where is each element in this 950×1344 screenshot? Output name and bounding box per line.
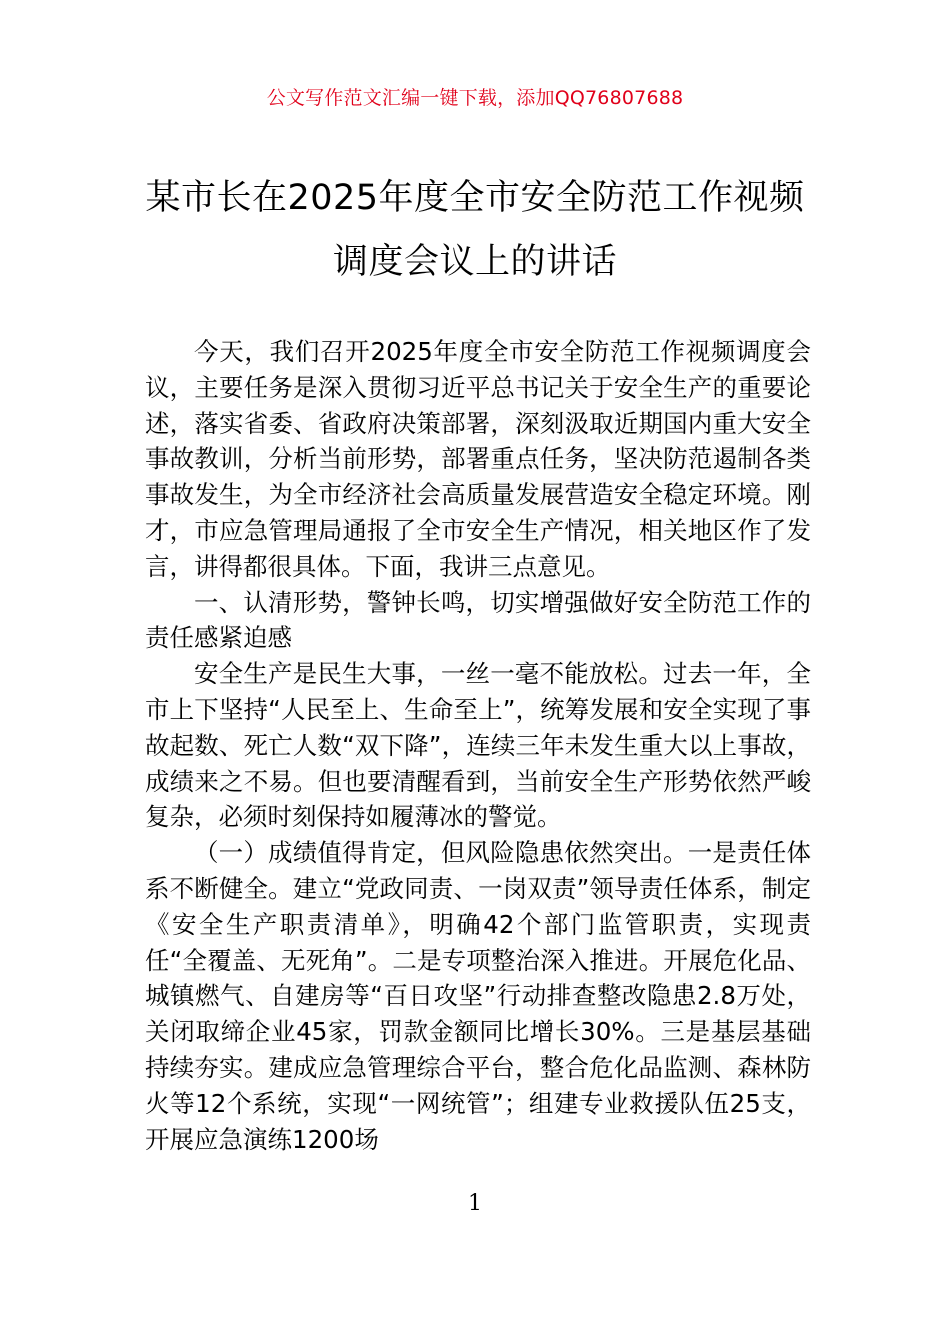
- page-number: 1: [468, 1191, 482, 1216]
- paragraph-subsection-1: （一）成绩值得肯定，但风险隐患依然突出。一是责任体系不断健全。建立“党政同责、一岗双责”领导责任体系，制定《安全生产职责清单》，明确42个部门监管职责，实现责任“全覆盖、无死角”。二是专项整治深入推进。开展危化品、城镇燃气、自建房等“百日攻坚”行动排查整改隐患2.8万处，关闭取缔企业45家，罚款金额同比增长30%。三是基层基础持续夯实。建成应急管理综合平台，整合危化品监测、森林防火等12个系统，实现“一网统管”；组建专业救援队伍25支，开展应急演练1200场: [145, 838, 811, 1154]
- download-banner: 公文写作范文汇编一键下载，添加QQ76807688: [266, 87, 684, 109]
- paragraph-section-1: 安全生产是民生大事，一丝一毫不能放松。过去一年，全市上下坚持“人民至上、生命至上”，统筹发展和安全实现了事故起数、死亡人数“双下降”，连续三年未发生重大以上事故，成绩来之不易。但也要清醒看到，当前安全生产形势依然严峻复杂，必须时刻保持如履薄冰的警觉。: [145, 659, 811, 832]
- document-title: [120, 166, 830, 294]
- paragraph-intro: 今天，我们召开2025年度全市安全防范工作视频调度会议，主要任务是深入贯彻习近平总书记关于安全生产的重要论述，落实省委、省政府决策部署，深刻汲取近期国内重大安全事故教训，分析当前形势，部署重点任务，坚决防范遏制各类事故发生，为全市经济社会高质量发展营造安全稳定环境。刚才，市应急管理局通报了全市安全生产情况，相关地区作了发言，讲得都很具体。下面，我讲三点意见。: [145, 337, 811, 581]
- title-line-2: 调度会议上的讲话: [332, 242, 617, 282]
- section-heading-1: 一、认清形势，警钟长鸣，切实增强做好安全防范工作的责任感紧迫感: [145, 587, 811, 653]
- title-line-1: 某市长在2025年度全市安全防范工作视频: [145, 178, 805, 218]
- document-body: [145, 334, 811, 1157]
